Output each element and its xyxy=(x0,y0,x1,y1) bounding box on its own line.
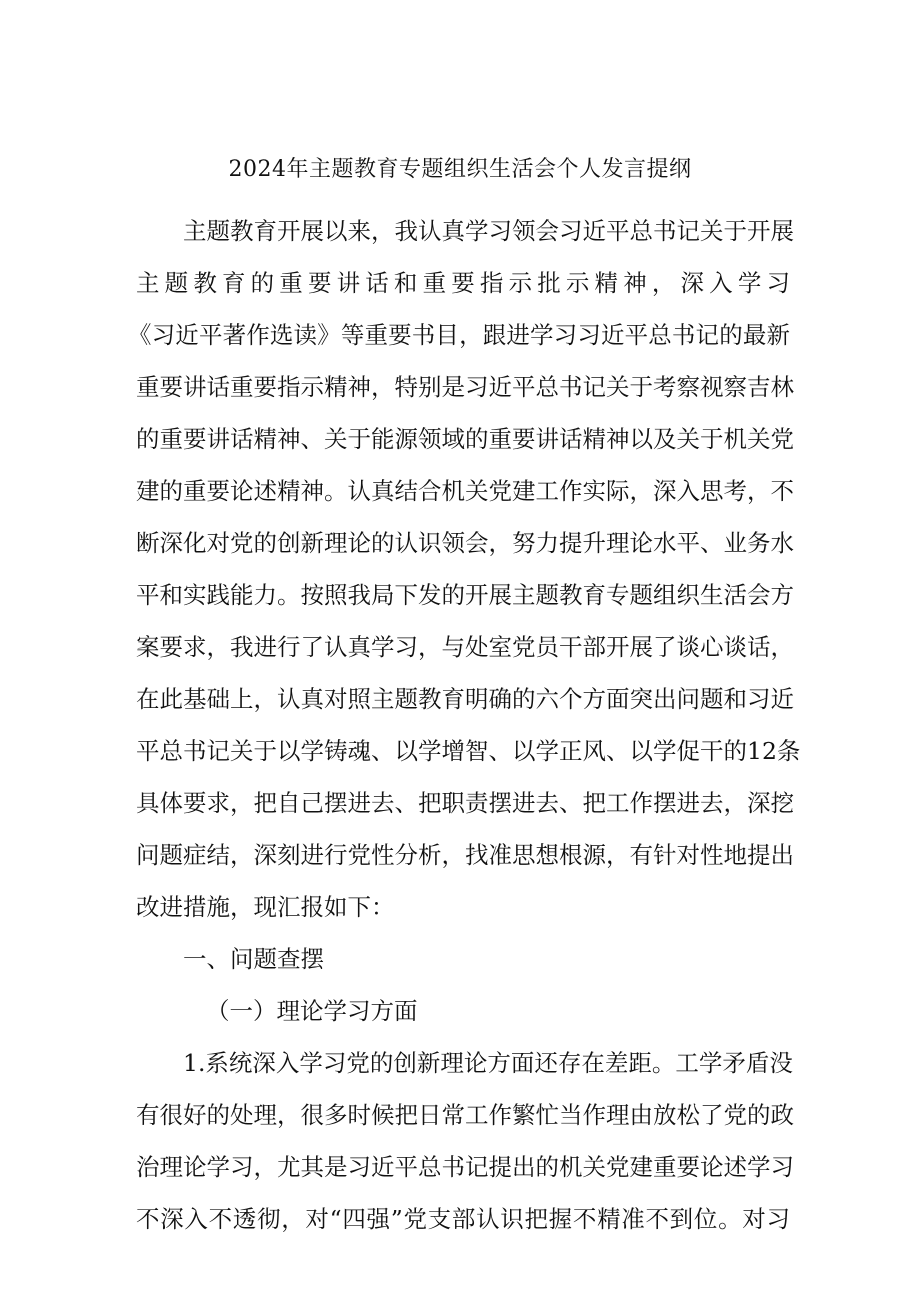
point-line-4: 不深入不透彻，对“四强”党支部认识把握不精准不到位。对习 xyxy=(136,1205,790,1233)
intro-line-12: 具体要求，把自己摆进去、把职责摆进去、把工作摆进去，深挖 xyxy=(136,789,794,817)
intro-line-13: 问题症结，深刻进行党性分析，找准思想根源，有针对性地提出 xyxy=(136,841,794,869)
point-line-1: 1.系统深入学习党的创新理论方面还存在差距。工学矛盾没 xyxy=(183,1049,793,1077)
intro-line-4: 重要讲话重要指示精神，特别是习近平总书记关于考察视察吉林 xyxy=(136,373,794,401)
intro-line-7: 断深化对党的创新理论的认识领会，努力提升理论水平、业务水 xyxy=(136,529,794,557)
intro-line-5: 的重要讲话精神、关于能源领域的重要讲话精神以及关于机关党 xyxy=(136,425,794,453)
intro-line-10: 在此基础上，认真对照主题教育明确的六个方面突出问题和习近 xyxy=(136,685,794,713)
intro-line-9: 案要求，我进行了认真学习，与处室党员干部开展了谈心谈话， xyxy=(136,633,794,661)
intro-line-1: 主题教育开展以来，我认真学习领会习近平总书记关于开展 xyxy=(183,217,794,245)
subsection-heading: （一）理论学习方面 xyxy=(206,997,418,1025)
intro-line-3: 《习近平著作选读》等重要书目，跟进学习习近平总书记的最新 xyxy=(128,321,790,349)
point-line-3: 治理论学习，尤其是习近平总书记提出的机关党建重要论述学习 xyxy=(136,1153,794,1181)
document-title: 2024年主题教育专题组织生活会个人发言提纲 xyxy=(228,157,692,182)
intro-line-14: 改进措施，现汇报如下： xyxy=(136,893,395,921)
section-heading: 一、问题查摆 xyxy=(183,945,324,973)
intro-line-6: 建的重要论述精神。认真结合机关党建工作实际，深入思考，不 xyxy=(136,477,794,505)
intro-line-8: 平和实践能力。按照我局下发的开展主题教育专题组织生活会方 xyxy=(136,581,794,609)
point-line-2: 有很好的处理，很多时候把日常工作繁忙当作理由放松了党的政 xyxy=(136,1101,794,1129)
intro-line-11: 平总书记关于以学铸魂、以学增智、以学正风、以学促干的12条 xyxy=(136,737,801,765)
intro-line-2: 主题教育的重要讲话和重要指示批示精神，深入学习 xyxy=(136,269,790,297)
